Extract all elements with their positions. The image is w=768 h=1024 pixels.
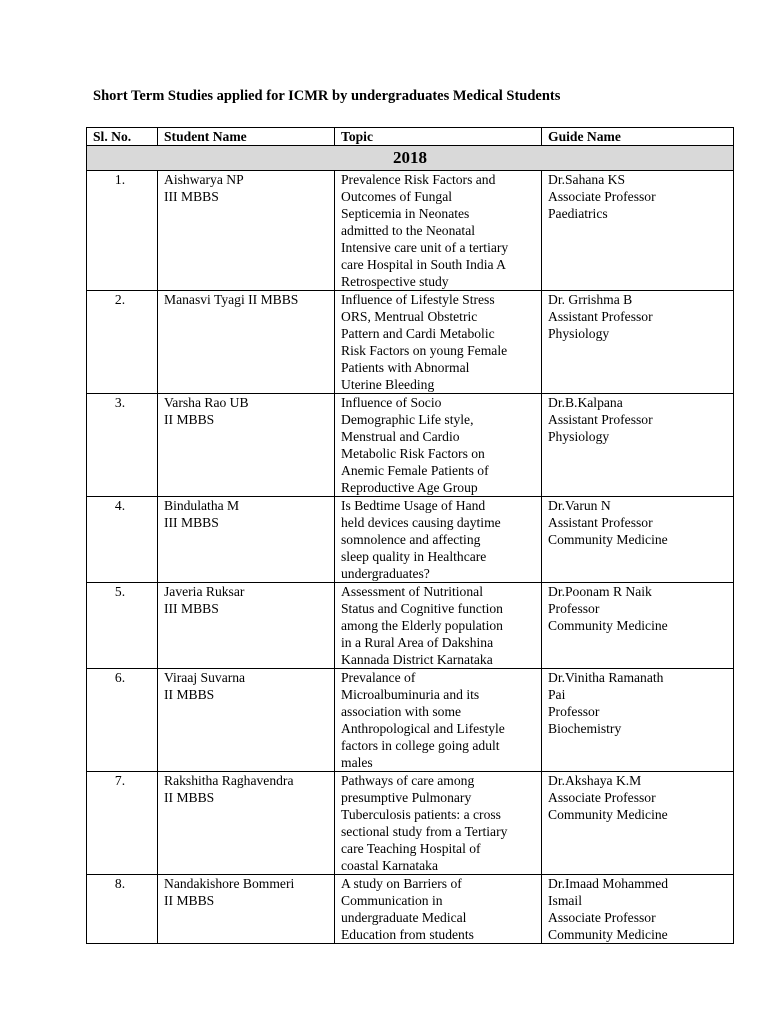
student-name-cell: Bindulatha M III MBBS xyxy=(158,497,335,583)
header-topic: Topic xyxy=(335,128,542,146)
table-row xyxy=(87,171,734,291)
guide-name-cell: Dr.B.Kalpana Assistant Professor Physiology xyxy=(542,394,734,497)
guide-name-cell: Dr.Varun N Assistant Professor Community Medicine xyxy=(542,497,734,583)
sl-no-cell: 2. xyxy=(87,291,158,394)
header-guide-name: Guide Name xyxy=(542,128,734,146)
student-name-cell: Aishwarya NP III MBBS xyxy=(158,171,335,291)
guide-name-cell: Dr.Akshaya K.M Associate Professor Community Medicine xyxy=(542,772,734,875)
table-row xyxy=(87,583,734,669)
sl-no-cell: 5. xyxy=(87,583,158,669)
student-name-cell: Nandakishore Bommeri II MBBS xyxy=(158,875,335,944)
topic-cell: Is Bedtime Usage of Hand held devices causing daytime somnolence and affecting sleep quality in Healthcare undergraduates? xyxy=(335,497,542,583)
student-name-cell: Varsha Rao UB II MBBS xyxy=(158,394,335,497)
year-label: 2018 xyxy=(87,146,734,171)
student-name-cell: Javeria Ruksar III MBBS xyxy=(158,583,335,669)
studies-table xyxy=(86,127,734,944)
topic-cell: Influence of Socio Demographic Life style, Menstrual and Cardio Metabolic Risk Factors on Anemic Female Patients of Reproductive Age Group xyxy=(335,394,542,497)
header-row xyxy=(87,128,734,146)
sl-no-cell: 3. xyxy=(87,394,158,497)
guide-name-cell: Dr.Sahana KS Associate Professor Paediatrics xyxy=(542,171,734,291)
topic-cell: Pathways of care among presumptive Pulmonary Tuberculosis patients: a cross sectional study from a Tertiary care Teaching Hospital of coastal Karnataka xyxy=(335,772,542,875)
guide-name-cell: Dr. Grrishma B Assistant Professor Physiology xyxy=(542,291,734,394)
student-name-cell: Viraaj Suvarna II MBBS xyxy=(158,669,335,772)
table-row xyxy=(87,394,734,497)
sl-no-cell: 8. xyxy=(87,875,158,944)
topic-cell: A study on Barriers of Communication in undergraduate Medical Education from students xyxy=(335,875,542,944)
guide-name-cell: Dr.Poonam R Naik Professor Community Medicine xyxy=(542,583,734,669)
sl-no-cell: 1. xyxy=(87,171,158,291)
sl-no-cell: 6. xyxy=(87,669,158,772)
topic-cell: Assessment of Nutritional Status and Cognitive function among the Elderly population in a Rural Area of Dakshina Kannada District Karnataka xyxy=(335,583,542,669)
guide-name-cell: Dr.Imaad Mohammed Ismail Associate Professor Community Medicine xyxy=(542,875,734,944)
topic-cell: Influence of Lifestyle Stress ORS, Mentrual Obstetric Pattern and Cardi Metabolic Risk Factors on young Female Patients with Abnormal Uterine Bleeding xyxy=(335,291,542,394)
table-row xyxy=(87,497,734,583)
table-row xyxy=(87,669,734,772)
topic-cell: Prevalence Risk Factors and Outcomes of Fungal Septicemia in Neonates admitted to the Neonatal Intensive care unit of a tertiary care Hospital in South India A Retrospective study xyxy=(335,171,542,291)
student-name-cell: Rakshitha Raghavendra II MBBS xyxy=(158,772,335,875)
table-row xyxy=(87,875,734,944)
table-row xyxy=(87,772,734,875)
sl-no-cell: 4. xyxy=(87,497,158,583)
guide-name-cell: Dr.Vinitha Ramanath Pai Professor Biochemistry xyxy=(542,669,734,772)
topic-cell: Prevalance of Microalbuminuria and its association with some Anthropological and Lifestyle factors in college going adult males xyxy=(335,669,542,772)
sl-no-cell: 7. xyxy=(87,772,158,875)
student-name-cell: Manasvi Tyagi II MBBS xyxy=(158,291,335,394)
page-title: Short Term Studies applied for ICMR by undergraduates Medical Students xyxy=(93,88,561,104)
header-sl-no: Sl. No. xyxy=(87,128,158,146)
header-student-name: Student Name xyxy=(158,128,335,146)
table-row xyxy=(87,291,734,394)
year-row xyxy=(87,146,734,171)
